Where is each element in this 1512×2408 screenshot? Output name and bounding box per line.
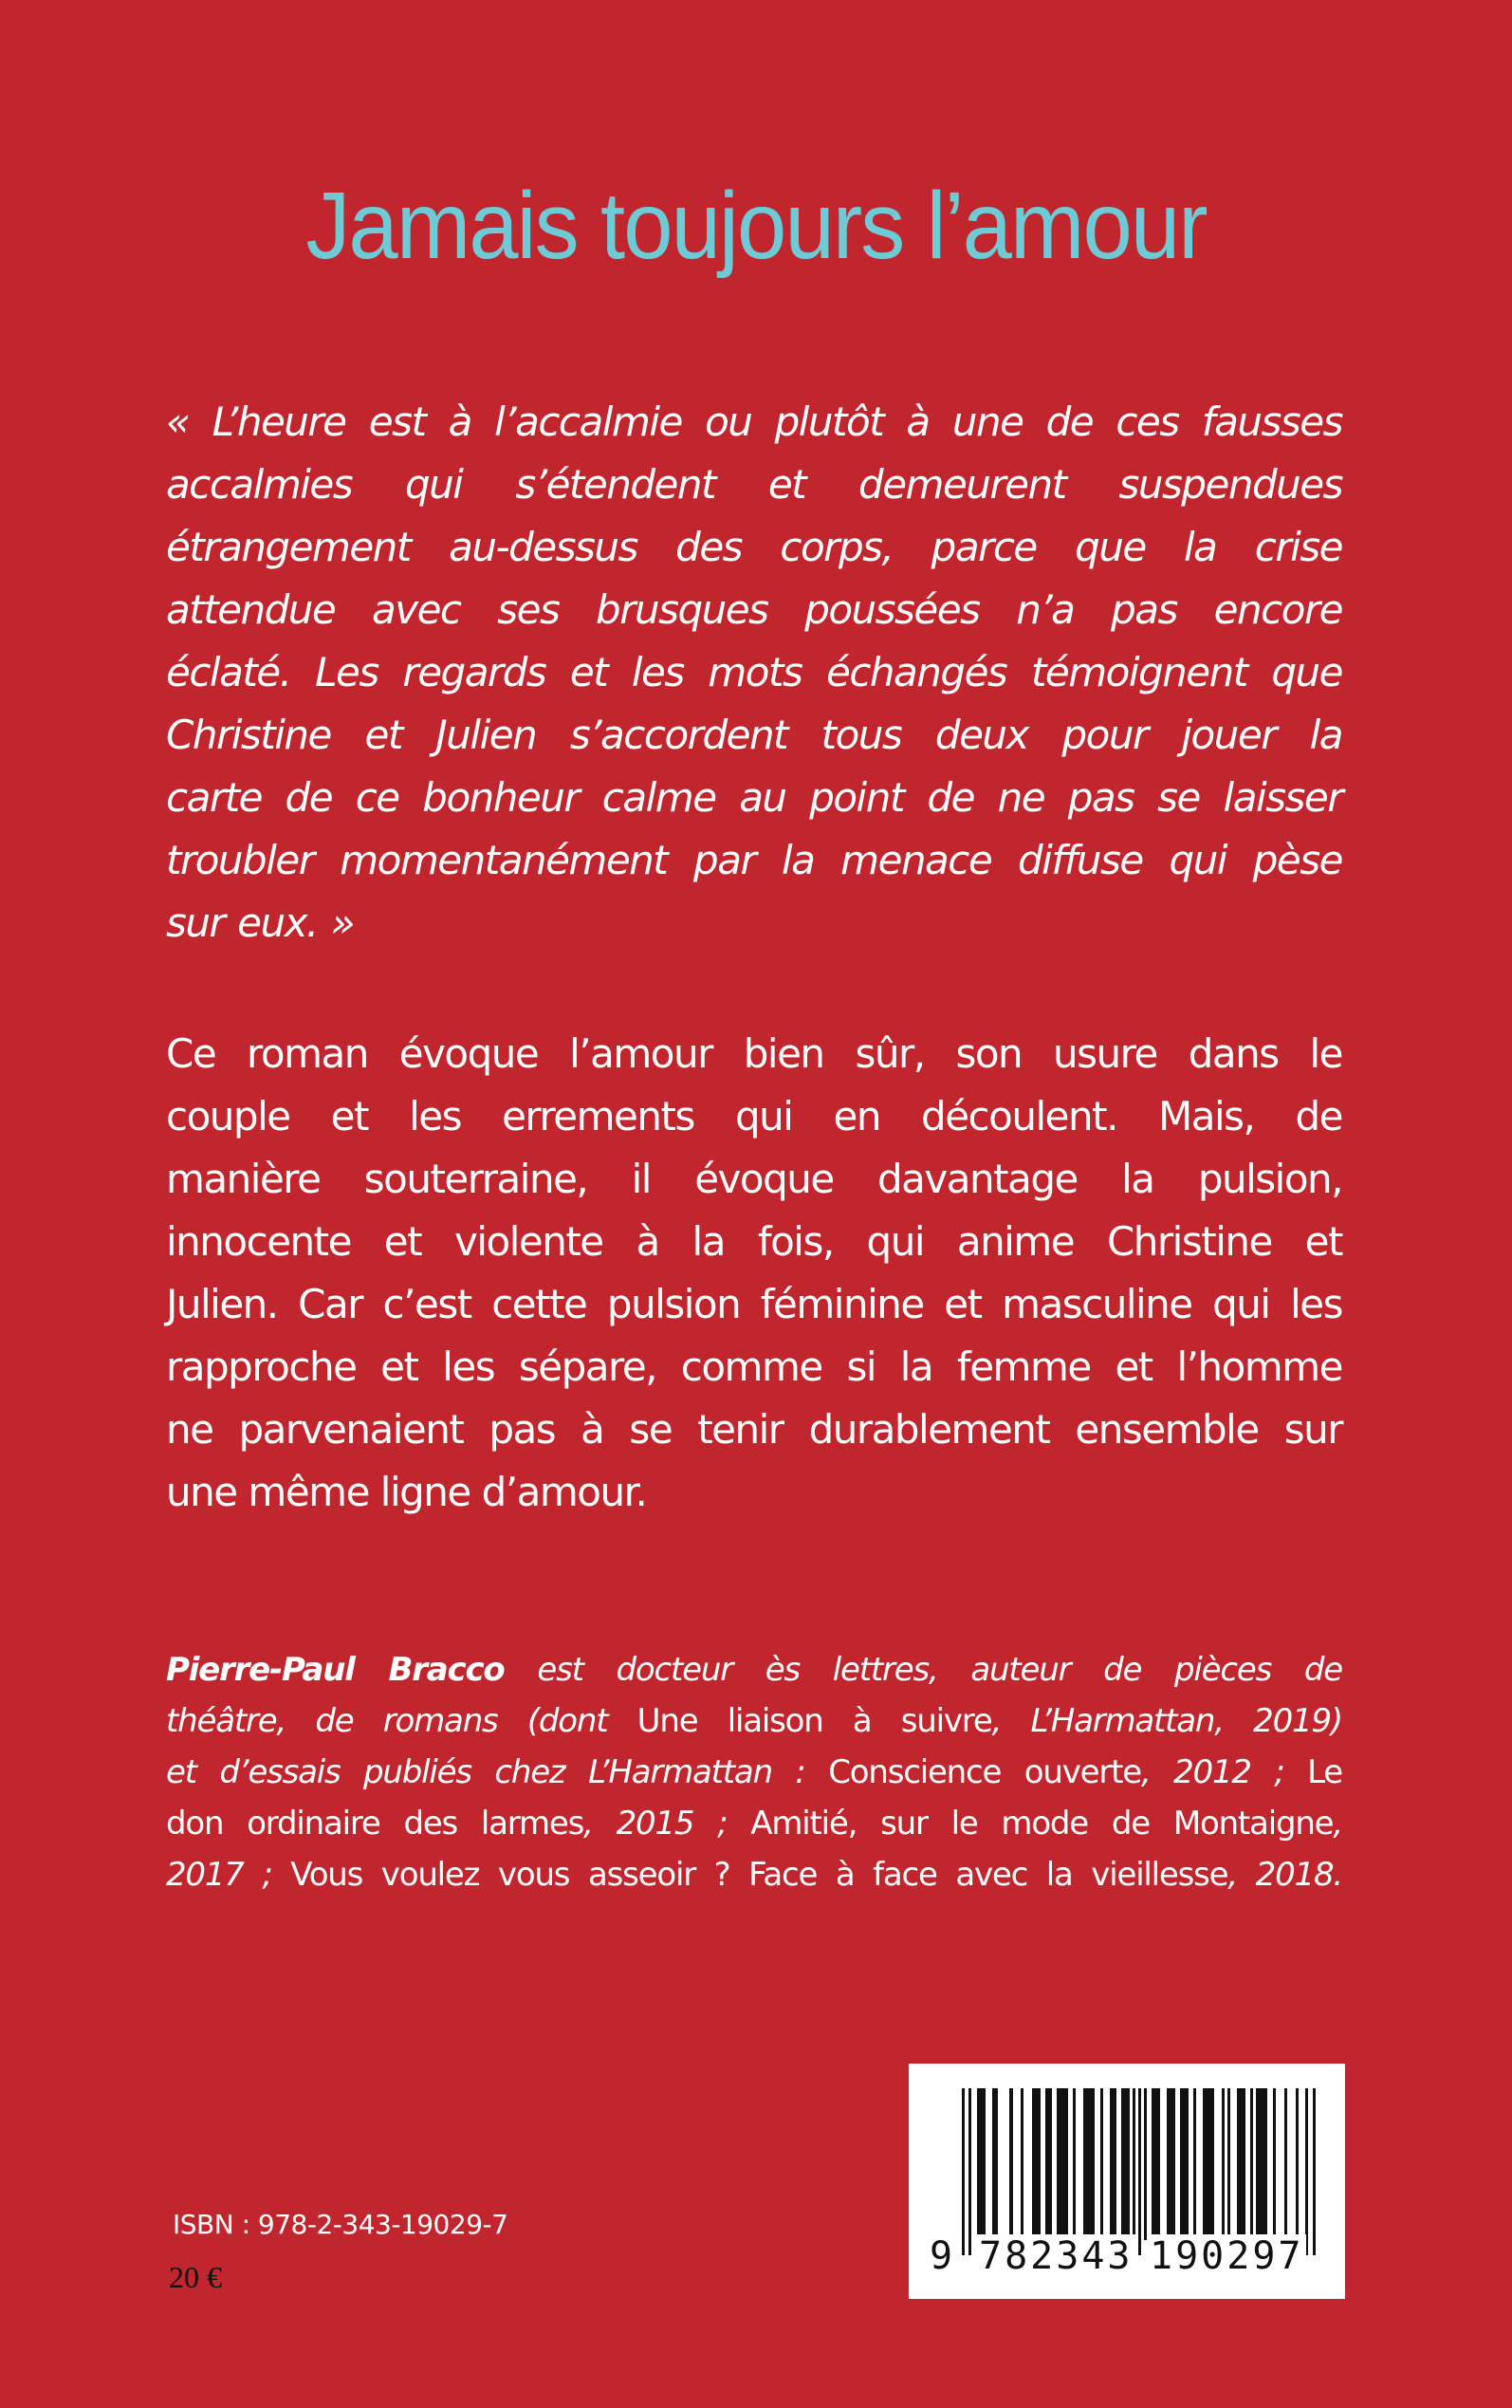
synopsis (166, 1023, 1342, 1524)
bio-line: Pierre-Paul Bracco est docteur ès lettres, auteur de pièces de (166, 1651, 1342, 1689)
price-label: 20 € (169, 2260, 222, 2294)
quote-line: accalmies qui s’étendent et demeurent suspendues (166, 461, 1342, 508)
bio-line: théâtre, de romans (dont Une liaison à suivre, L’Harmattan, 2019) (166, 1702, 1342, 1740)
book-title: Jamais toujours l’amour (305, 173, 1207, 279)
excerpt-quote (166, 391, 1342, 954)
synopsis-line: rapproche et les sépare, comme si la femme et l’homme (166, 1343, 1342, 1390)
synopsis-line: innocente et violente à la fois, qui anime Christine et (166, 1218, 1342, 1265)
quote-line: carte de ce bonheur calme au point de ne pas se laisser (166, 774, 1342, 821)
synopsis-line: une même ligne d’amour. (166, 1469, 647, 1515)
author-bio (166, 1644, 1342, 1900)
synopsis-line: Julien. Car c’est cette pulsion féminine et masculine qui les (166, 1281, 1342, 1327)
book-reference: Conscience ouverte (828, 1753, 1141, 1791)
author-name: Pierre-Paul Bracco (166, 1651, 505, 1689)
quote-line: sur eux. » (166, 899, 355, 946)
quote-line: Christine et Julien s’accordent tous deux pour jouer la (166, 712, 1342, 758)
synopsis-line: couple et les errements qui en découlent. Mais, de (166, 1093, 1342, 1139)
synopsis-line: manière souterraine, il évoque davantage la pulsion, (166, 1156, 1342, 1202)
quote-line: éclaté. Les regards et les mots échangés témoignent que (166, 649, 1342, 695)
book-reference: Vous voulez vous asseoir ? Face à face avec la vieillesse (290, 1856, 1228, 1894)
synopsis-line: ne parvenaient pas à se tenir durablement ensemble sur (166, 1406, 1342, 1453)
book-reference: don ordinaire des larmes (166, 1805, 584, 1843)
quote-line: « L’heure est à l’accalmie ou plutôt à une de ces fausses (166, 398, 1342, 445)
quote-line: étrangement au-dessus des corps, parce que la crise (166, 524, 1342, 570)
bio-line: 2017 ; Vous voulez vous asseoir ? Face à face avec la vieillesse, 2018. (166, 1856, 1342, 1894)
quote-line: troubler momentanément par la menace diffuse qui pèse (166, 837, 1342, 883)
isbn-label: ISBN : 978-2-343-19029-7 (173, 2209, 508, 2240)
bio-line: don ordinaire des larmes, 2015 ; Amitié, sur le mode de Montaigne, (166, 1805, 1342, 1843)
book-reference: Une liaison à suivre (636, 1702, 992, 1740)
synopsis-line: Ce roman évoque l’amour bien sûr, son usure dans le (166, 1030, 1342, 1077)
book-reference: Amitié, sur le mode de Montaigne (750, 1805, 1334, 1843)
barcode: 9 782343 190297 (909, 2064, 1345, 2299)
barcode-bars-icon (962, 2088, 1322, 2255)
quote-line: attendue avec ses brusques poussées n’a pas encore (166, 586, 1342, 633)
bio-line: et d’essais publiés chez L’Harmattan : Conscience ouverte, 2012 ; Le (166, 1753, 1342, 1791)
